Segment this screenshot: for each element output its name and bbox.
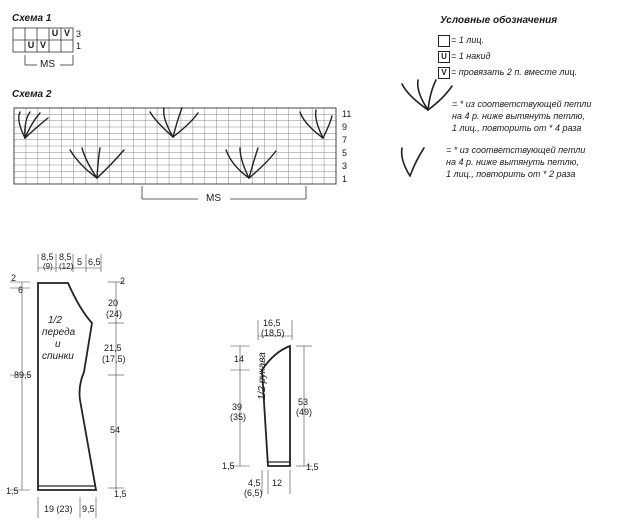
sleeve-left-dim: 39 — [232, 402, 243, 412]
sleeve-bottom-dim: 4,5 — [248, 478, 261, 488]
yarn-over-symbol: U — [51, 28, 59, 38]
scheme2-row-number: 1 — [342, 174, 348, 184]
legend-fan4-line: на 4 р. ниже вытянуть петлю, — [452, 111, 585, 121]
scheme2-repeat-bracket — [142, 186, 306, 199]
body-right-dim: 54 — [110, 425, 121, 435]
body-top-dim: 6,5 — [88, 257, 101, 267]
body-bottom-dim: 9,5 — [82, 504, 95, 514]
body-top-dim: (9) — [43, 262, 53, 271]
legend-fan2-line: = * из соответствующей петли — [446, 145, 586, 155]
body-label: переда — [42, 327, 76, 338]
scheme2-title: Схема 2 — [12, 89, 52, 100]
body-label: и — [55, 339, 61, 350]
scheme2-grid — [14, 108, 336, 184]
body-right-dim: 20 — [108, 298, 119, 308]
body-pattern-outline — [38, 283, 96, 490]
body-top-dim: (12) — [59, 262, 74, 271]
body-right-dim: (17,5) — [102, 354, 126, 364]
body-right-dim: 2 — [120, 276, 126, 286]
scheme1-row-number: 1 — [76, 41, 82, 51]
sleeve-top-dim: 16,5 — [263, 318, 281, 328]
sleeve-left-dim: 14 — [234, 354, 245, 364]
body-label: спинки — [42, 351, 74, 362]
body-label: 1/2 — [48, 315, 62, 326]
scheme1-row-number: 3 — [76, 29, 82, 39]
body-left-dim: 6 — [18, 285, 24, 295]
body-top-dim: 8,5 — [41, 252, 54, 262]
legend-fan4-line: 1 лиц., повторить от * 4 раза — [452, 123, 582, 133]
body-left-dim: 89,5 — [14, 370, 32, 380]
legend-fan2-line: 1 лиц., повторить от * 2 раза — [446, 169, 576, 179]
scheme2-row-number: 5 — [342, 148, 348, 158]
yarn-over-icon: U — [438, 51, 450, 63]
scheme2-repeat-label: MS — [206, 193, 221, 204]
body-bottom-dim: 19 (23) — [44, 504, 73, 514]
legend-fan-4-icon — [402, 80, 452, 110]
yarn-over-symbol: U — [27, 40, 35, 50]
legend-knit-text: = 1 лиц. — [451, 35, 484, 45]
sleeve-left-dim: 1,5 — [222, 461, 235, 471]
scheme2-row-number: 7 — [342, 135, 348, 145]
sleeve-bottom-dim: (6,5) — [244, 488, 263, 498]
sleeve-left-dim: (35) — [230, 412, 247, 422]
body-dimension-lines — [10, 254, 124, 518]
scheme2-row-number: 3 — [342, 161, 348, 171]
legend-knit-item — [438, 34, 484, 47]
k2tog-icon: V — [438, 67, 450, 79]
legend-yarn-over-item — [438, 50, 490, 63]
sleeve-right-dim: 53 — [298, 397, 309, 407]
legend-yarn-over-text: = 1 накид — [451, 51, 491, 61]
legend-k2tog-text: = провязать 2 п. вместе лиц. — [451, 67, 578, 77]
legend-fan4-line: = * из соответствующей петли — [452, 99, 592, 109]
legend-fan2-line: на 4 р. ниже вытянуть петлю, — [446, 157, 579, 167]
legend-k2tog-item — [438, 66, 577, 79]
scheme1-title: Схема 1 — [12, 13, 52, 24]
legend-fan-2-icon — [402, 148, 424, 176]
scheme1-repeat-label: MS — [40, 59, 55, 70]
k2tog-symbol: V — [63, 28, 70, 38]
sleeve-right-dim: (49) — [296, 407, 313, 417]
body-left-dim: 1,5 — [6, 486, 19, 496]
body-top-dim: 5 — [77, 257, 83, 267]
fan-4-symbol — [19, 112, 48, 138]
body-right-dim: 21,5 — [104, 343, 122, 353]
knit-icon — [438, 35, 450, 47]
body-right-dim: (24) — [106, 309, 123, 319]
scheme2-row-number: 9 — [342, 122, 348, 132]
body-right-dim: 1,5 — [114, 489, 127, 499]
sleeve-bottom-dim: 12 — [272, 478, 283, 488]
k2tog-symbol: V — [39, 40, 46, 50]
sleeve-label: 1/2 рукава — [257, 352, 268, 400]
sleeve-right-dim: 1,5 — [306, 462, 319, 472]
body-left-dim: 2 — [11, 273, 17, 283]
body-top-dim: 8,5 — [59, 252, 72, 262]
sleeve-top-dim: (18,5) — [261, 328, 285, 338]
legend-title: Условные обозначения — [440, 15, 558, 26]
scheme2-row-number: 11 — [342, 109, 352, 119]
